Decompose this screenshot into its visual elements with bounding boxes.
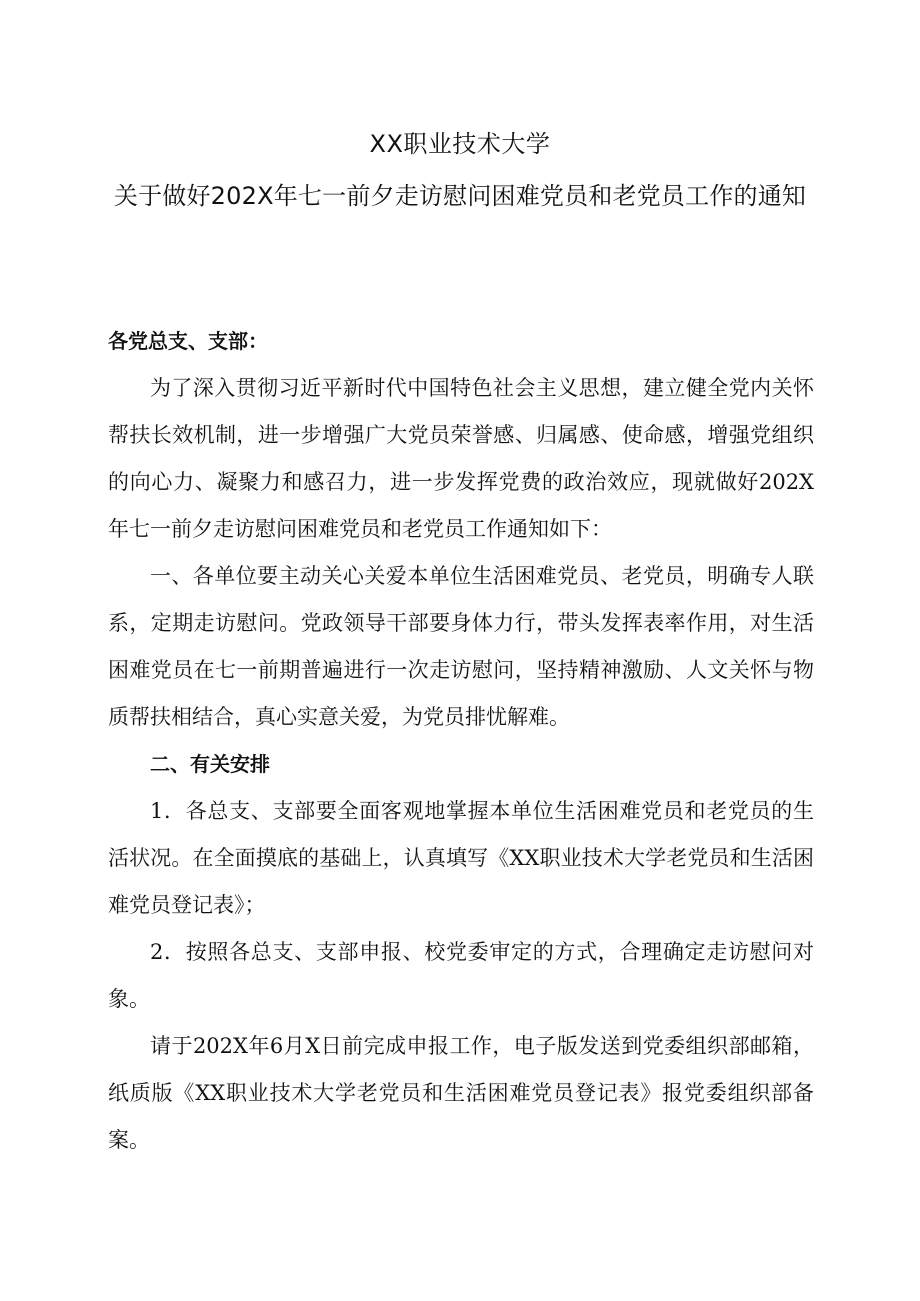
title-notice: 关于做好202X年七一前夕走访慰问困难党员和老党员工作的通知: [113, 182, 807, 210]
section-1-paragraph: 一、各单位要主动关心关爱本单位生活困难党员、老党员，明确专人联系，定期走访慰问。党政领导干部要身体力行，带头发挥表率作用，对生活困难党员在七一前期普遍进行一次走访慰问，坚持精神激励、人文关怀与物质帮扶相结合，真心实意关爱，为党员排忧解难。: [108, 564, 814, 729]
document-title: [100, 122, 820, 218]
item-2-paragraph: 2．按照各总支、支部申报、校党委审定的方式，合理确定走访慰问对象。: [108, 940, 814, 1011]
intro-paragraph: 为了深入贯彻习近平新时代中国特色社会主义思想，建立健全党内关怀帮扶长效机制，进一步增强广大党员荣誉感、归属感、使命感，增强党组织的向心力、凝聚力和感召力，进一步发挥党费的政治效应，现就做好202X年七一前夕走访慰问困难党员和老党员工作通知如下：: [108, 376, 814, 541]
section-2-heading: 二、有关安排: [150, 752, 270, 776]
title-university: XX职业技术大学: [369, 130, 551, 158]
item-1-paragraph: 1．各总支、支部要全面客观地掌握本单位生活困难党员和老党员的生活状况。在全面摸底的基础上，认真填写《XX职业技术大学老党员和生活困难党员登记表》；: [108, 799, 814, 917]
closing-paragraph: 请于202X年6月X日前完成申报工作，电子版发送到党委组织部邮箱，纸质版《XX职业技术大学老党员和生活困难党员登记表》报党委组织部备案。: [108, 1034, 814, 1152]
salutation: 各党总支、支部：: [108, 329, 268, 353]
document-body: [108, 318, 814, 1164]
